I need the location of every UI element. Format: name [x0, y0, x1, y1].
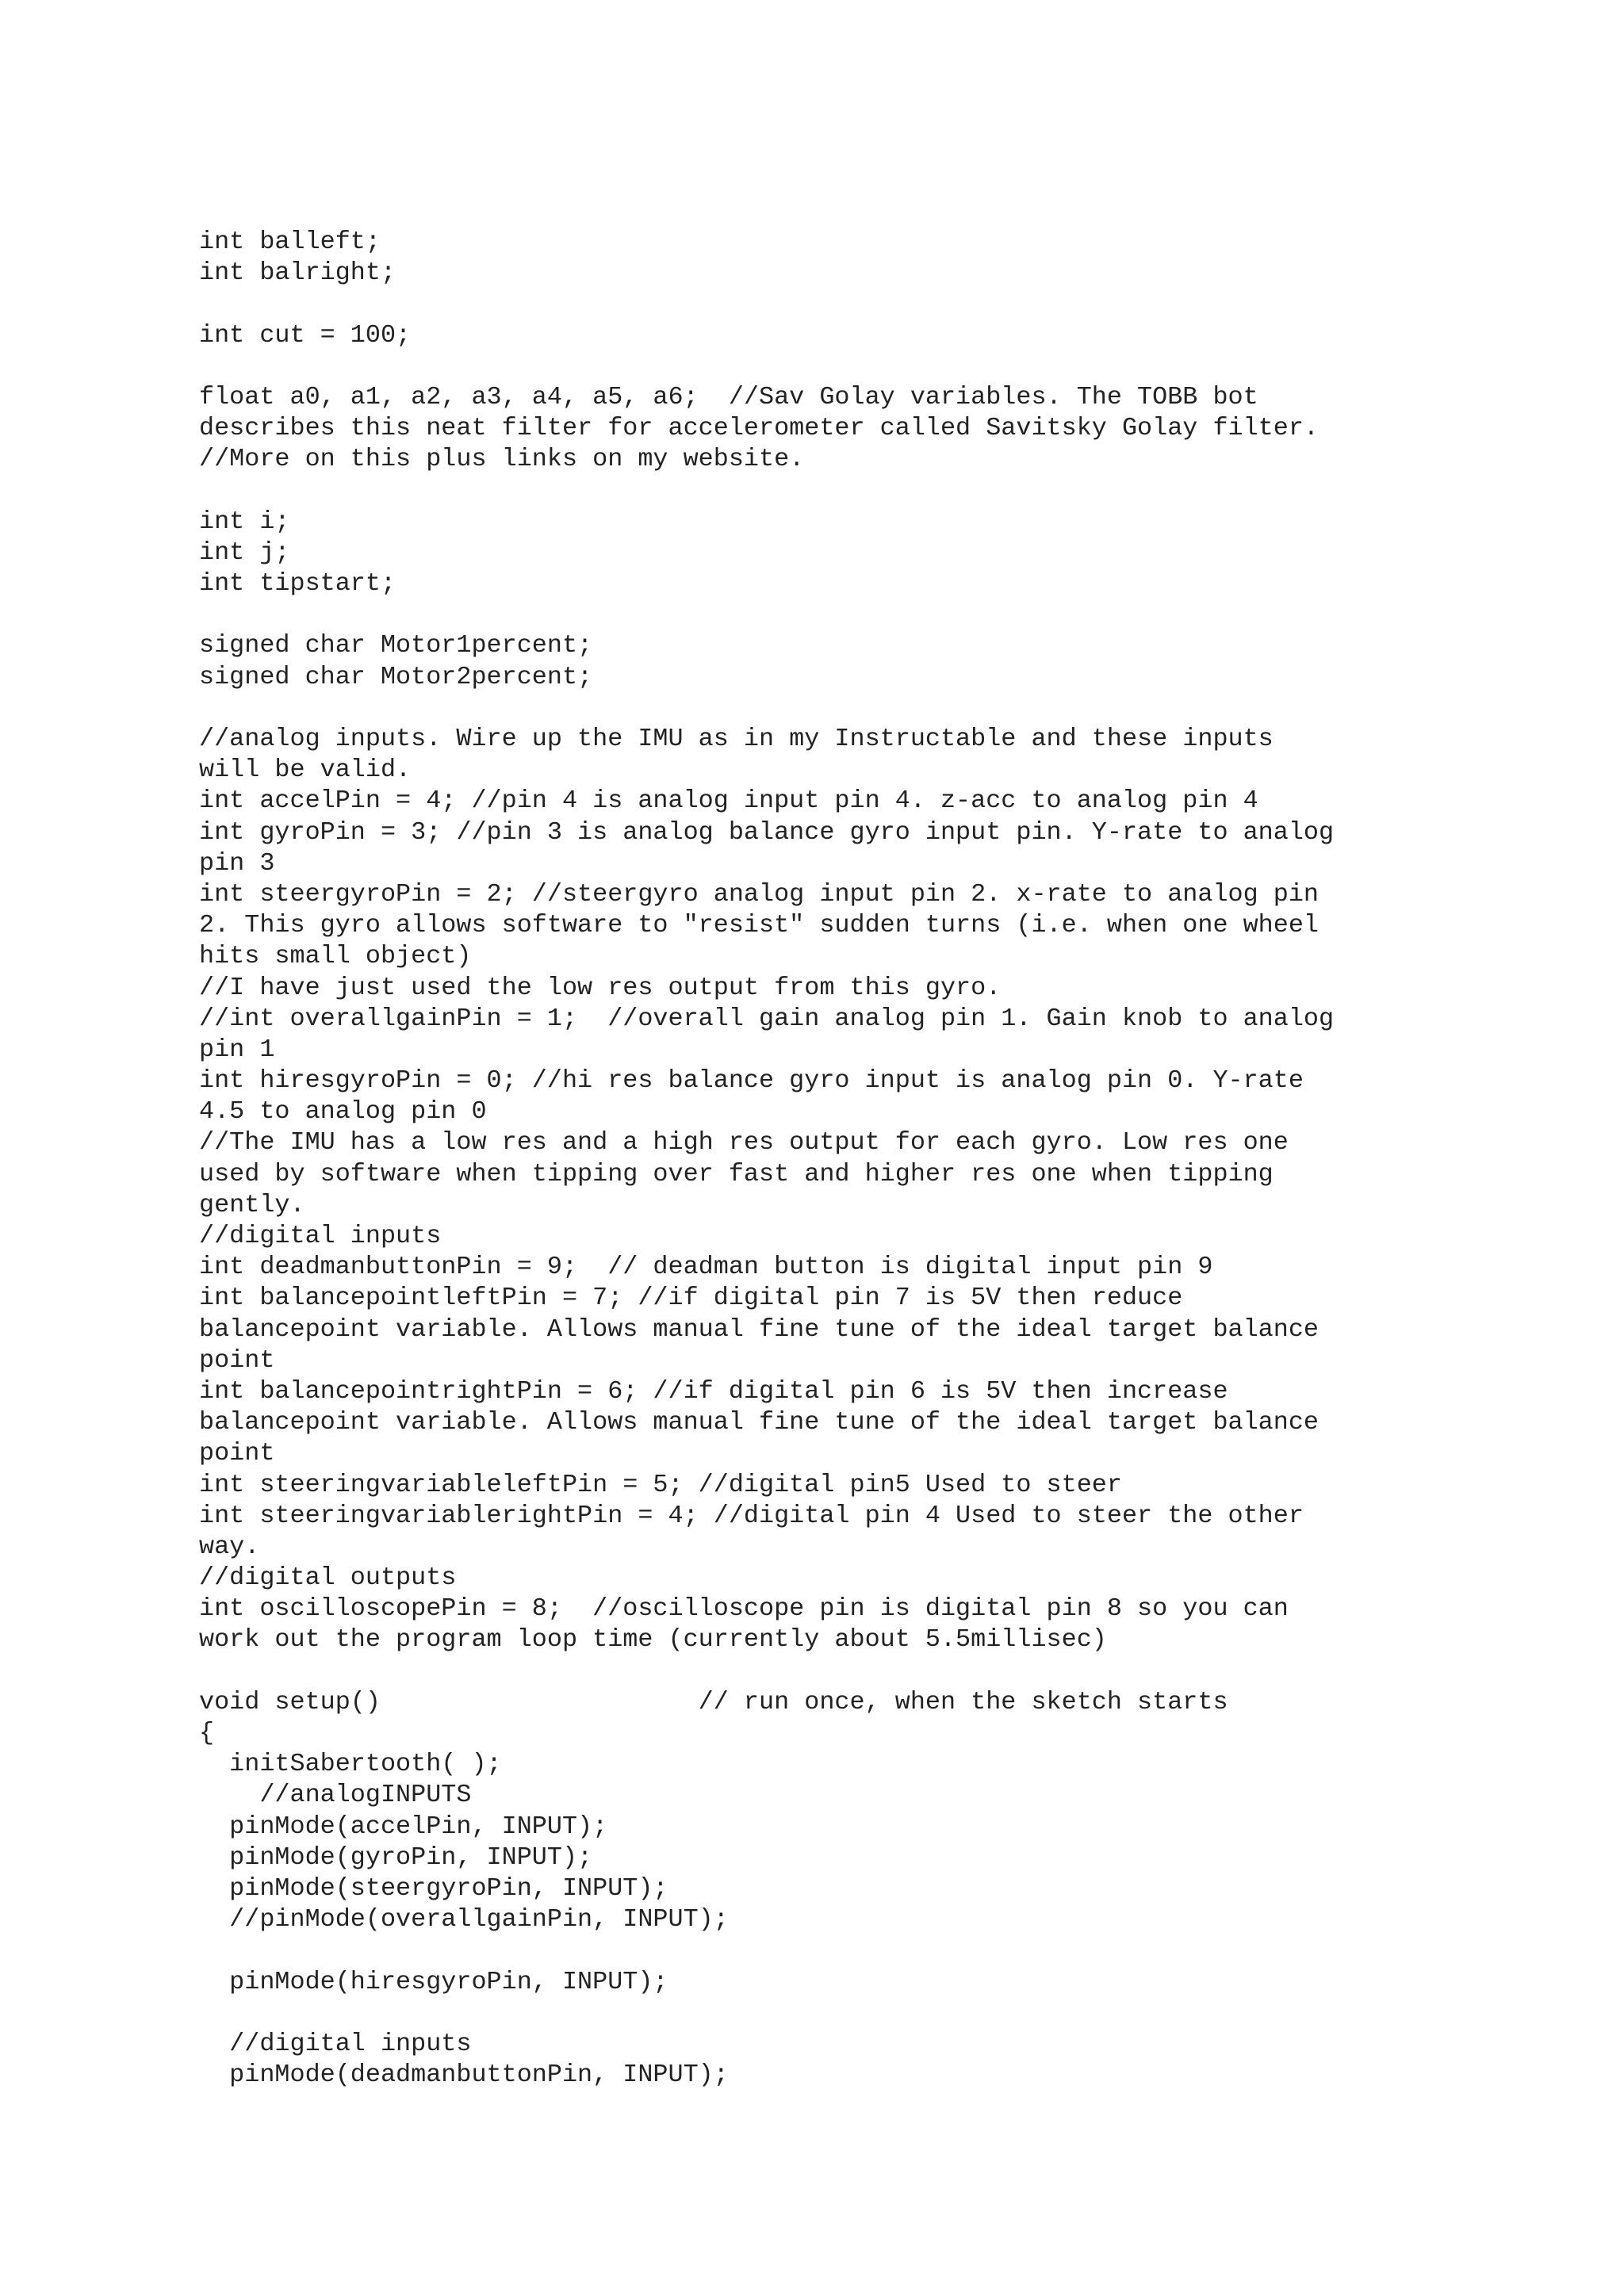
code-line	[199, 1656, 1468, 1687]
code-line: int balleft;	[199, 228, 381, 256]
code-line: int balancepointrightPin = 6; //if digital pin 6 is 5V then increase	[199, 1376, 1228, 1406]
code-line	[199, 1998, 1468, 2029]
code-line: //analog inputs. Wire up the IMU as in my Instructable and these inputs	[199, 725, 1274, 753]
code-line: {	[199, 1719, 215, 1747]
code-line	[199, 289, 1468, 320]
code-line: int hiresgyroPin = 0; //hi res balance gyro input is analog pin 0. Y-rate	[199, 1066, 1304, 1096]
code-line: int steergyroPin = 2; //steergyro analog input pin 2. x-rate to analog pin	[199, 879, 1320, 909]
code-line: int j;	[199, 538, 290, 567]
code-line: //digital inputs	[199, 2029, 472, 2058]
code-line: int gyroPin = 3; //pin 3 is analog balance gyro input pin. Y-rate to analog	[199, 817, 1335, 847]
code-line: 2. This gyro allows software to "resist" sudden turns (i.e. when one wheel	[199, 911, 1320, 940]
code-line: signed char Motor1percent;	[199, 631, 593, 660]
code-line	[199, 693, 1468, 724]
code-line: pin 3	[199, 848, 275, 878]
code-line: int i;	[199, 507, 290, 536]
code-line: //More on this plus links on my website.	[199, 445, 805, 474]
code-line: int cut = 100;	[199, 320, 412, 350]
code-line: point	[199, 1345, 275, 1375]
code-line: float a0, a1, a2, a3, a4, a5, a6; //Sav Golay variables. The TOBB bot	[199, 382, 1258, 411]
code-line: int tipstart;	[199, 569, 396, 599]
code-line: pin 1	[199, 1035, 275, 1064]
code-line: initSabertooth( );	[199, 1750, 502, 1779]
code-line: int accelPin = 4; //pin 4 is analog input pin 4. z-acc to analog pin 4	[199, 786, 1258, 816]
code-line: balancepoint variable. Allows manual fine tune of the ideal target balance	[199, 1314, 1320, 1344]
code-line	[199, 599, 1468, 630]
code-listing	[199, 227, 1468, 2091]
code-line	[199, 351, 1468, 382]
code-line: int deadmanbuttonPin = 9; // deadman button is digital input pin 9	[199, 1253, 1213, 1282]
code-line: int balright;	[199, 258, 396, 288]
code-line: balancepoint variable. Allows manual fine tune of the ideal target balance	[199, 1408, 1320, 1437]
code-line: pinMode(hiresgyroPin, INPUT);	[199, 1967, 668, 1996]
code-line: //digital inputs	[199, 1222, 442, 1250]
code-line: gently.	[199, 1190, 305, 1219]
code-line: will be valid.	[199, 756, 412, 785]
code-line: pinMode(gyroPin, INPUT);	[199, 1843, 593, 1872]
code-line: int steeringvariablerightPin = 4; //digital pin 4 Used to steer the other	[199, 1501, 1304, 1530]
code-line: //digital outputs	[199, 1563, 457, 1593]
code-line: hits small object)	[199, 942, 472, 971]
code-line: //pinMode(overallgainPin, INPUT);	[199, 1905, 729, 1934]
code-line: //I have just used the low res output from this gyro.	[199, 973, 1002, 1002]
code-line: 4.5 to analog pin 0	[199, 1097, 487, 1127]
code-line: used by software when tipping over fast and higher res one when tipping	[199, 1159, 1274, 1188]
code-line: //The IMU has a low res and a high res output for each gyro. Low res one	[199, 1128, 1289, 1158]
code-line: pinMode(deadmanbuttonPin, INPUT);	[199, 2061, 729, 2090]
code-line: //int overallgainPin = 1; //overall gain analog pin 1. Gain knob to analog	[199, 1004, 1335, 1033]
code-line	[199, 476, 1468, 507]
code-line: //analogINPUTS	[199, 1781, 472, 1810]
code-line	[199, 1935, 1468, 1966]
code-line: work out the program loop time (currently about 5.5millisec)	[199, 1625, 1107, 1655]
code-line: pinMode(accelPin, INPUT);	[199, 1812, 608, 1841]
code-line: void setup() // run once, when the sketch starts	[199, 1687, 1228, 1716]
code-line: describes this neat filter for accelerometer called Savitsky Golay filter.	[199, 414, 1320, 443]
code-line: point	[199, 1439, 275, 1468]
code-line: int balancepointleftPin = 7; //if digital pin 7 is 5V then reduce	[199, 1284, 1183, 1313]
code-line: int oscilloscopePin = 8; //oscilloscope pin is digital pin 8 so you can	[199, 1594, 1289, 1624]
code-line: pinMode(steergyroPin, INPUT);	[199, 1873, 668, 1903]
code-line: way.	[199, 1532, 260, 1561]
code-line: int steeringvariableleftPin = 5; //digital pin5 Used to steer	[199, 1470, 1122, 1499]
code-line: signed char Motor2percent;	[199, 662, 593, 691]
